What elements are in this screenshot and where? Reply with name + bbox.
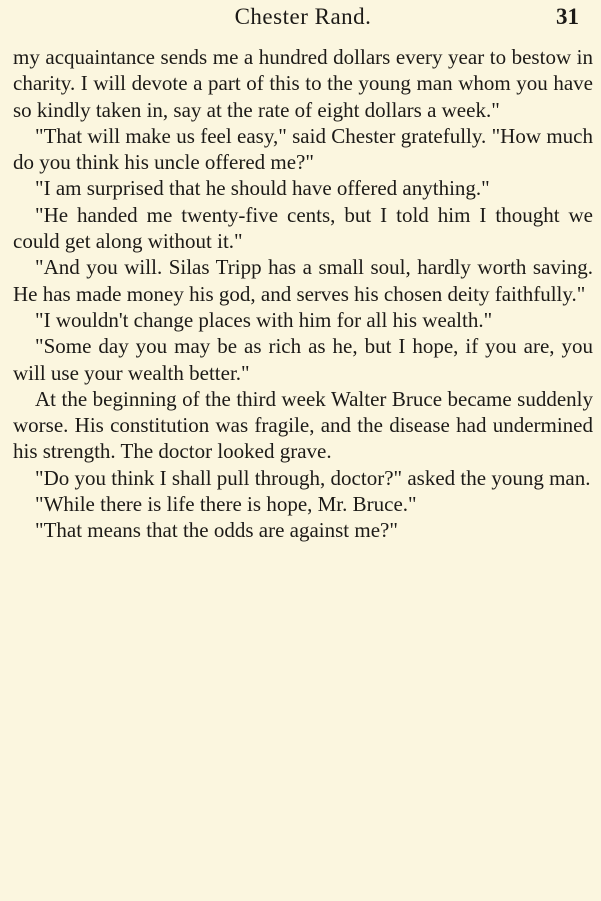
running-header: [13, 0, 593, 44]
body-text: [13, 44, 593, 544]
running-title: Chester Rand.: [234, 4, 372, 29]
paragraph: "Some day you may be as rich as he, but I hope, if you are, you will use your wealth better.": [13, 334, 593, 385]
page-number: 31: [556, 4, 579, 29]
paragraph: "Do you think I shall pull through, doctor?" asked the young man.: [35, 465, 591, 490]
paragraph: my acquaintance sends me a hundred dollars every year to bestow in charity. I will devote a part of this to the young man whom you have so kindly taken in, say at the rate of eight dollars a week.": [13, 45, 593, 122]
paragraph: "I wouldn't change places with him for all his wealth.": [35, 307, 493, 332]
paragraph: "That means that the odds are against me?": [35, 518, 398, 543]
paragraph: "And you will. Silas Tripp has a small soul, hardly worth saving. He has made money his god, and serves his chosen deity faithfully.": [13, 255, 593, 306]
paragraph: "While there is life there is hope, Mr. Bruce.": [35, 492, 417, 517]
paragraph: At the beginning of the third week Walter Bruce became suddenly worse. His constitution was fragile, and the disease had undermined his strength. The doctor looked grave.: [13, 386, 593, 464]
paragraph: "I am surprised that he should have offered anything.": [35, 176, 490, 201]
paragraph: "He handed me twenty-five cents, but I told him I thought we could get along without it.": [13, 202, 593, 254]
paragraph: "That will make us feel easy," said Chester gratefully. "How much do you think his uncle offered me?": [13, 123, 593, 175]
